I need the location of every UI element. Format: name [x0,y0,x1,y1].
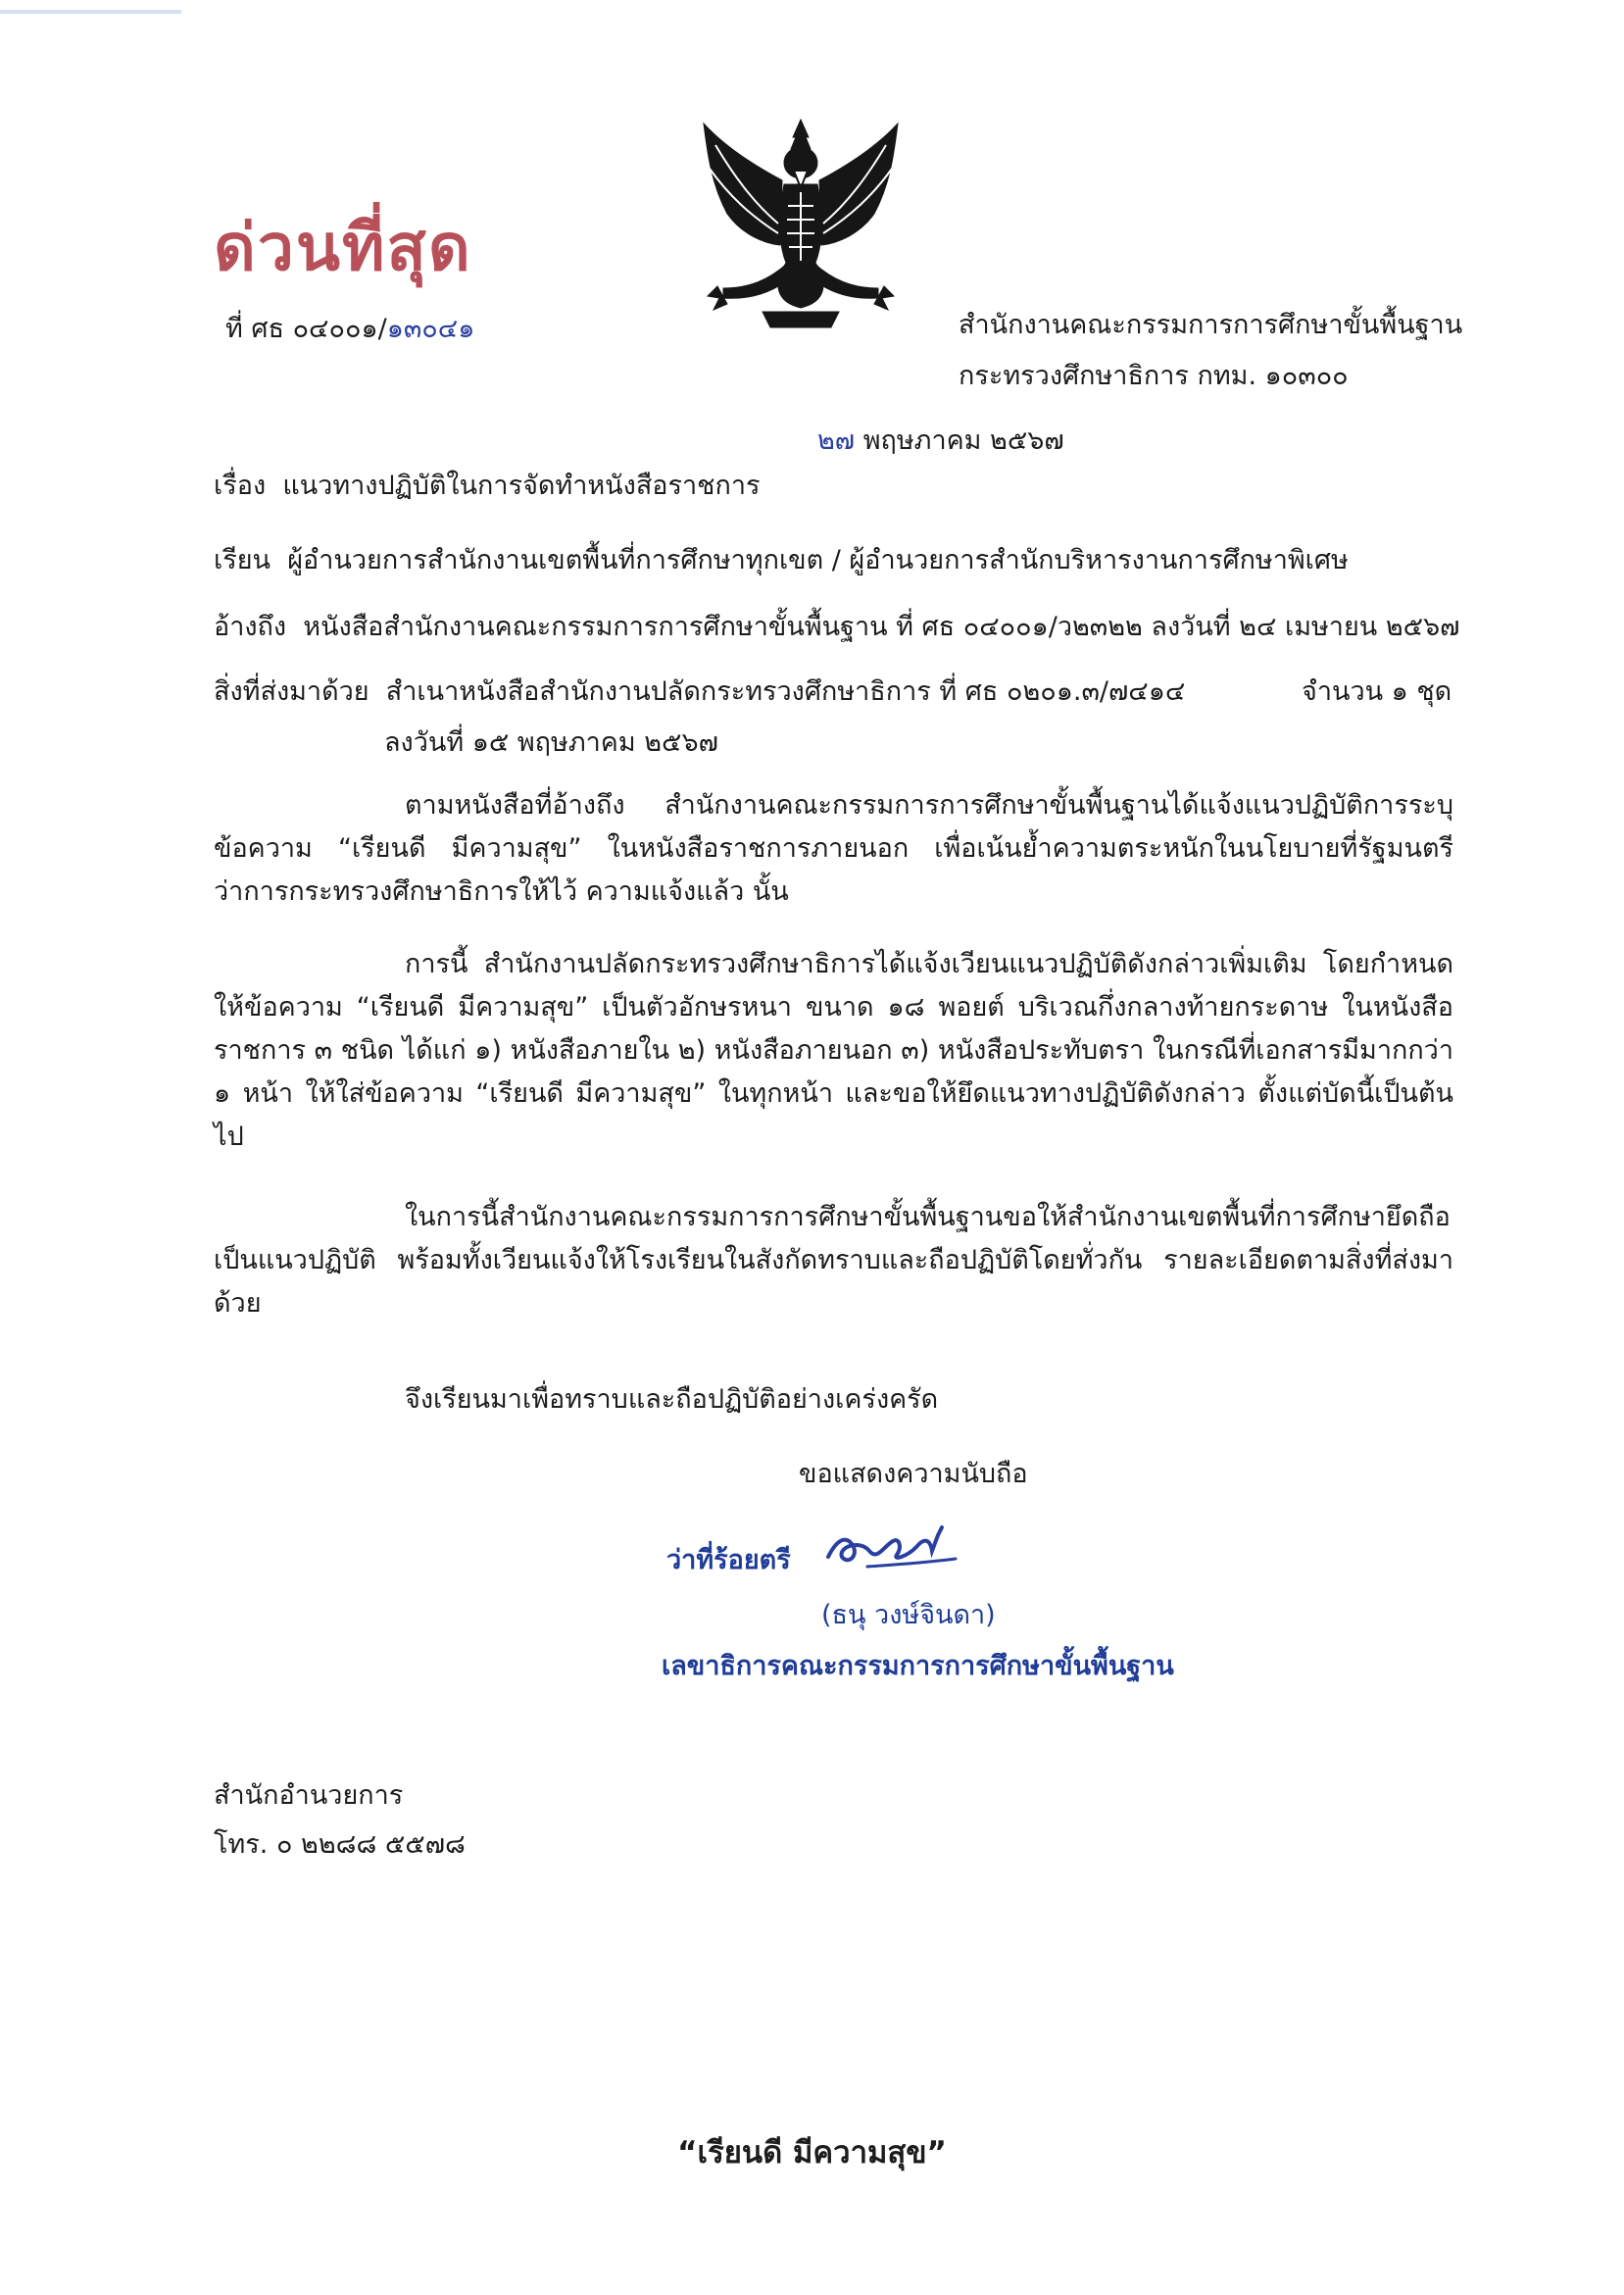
body-paragraph-2 [214,943,1453,1159]
office-address: กระทรวงศึกษาธิการ กทม. ๑๐๓๐๐ [959,361,1349,391]
slogan-footer: “เรียนดี มีความสุข” [677,2135,947,2170]
issuing-unit: สำนักอำนวยการ [214,1780,404,1811]
enclosure-date: ลงวันที่ ๑๕ พฤษภาคม ๒๕๖๗ [384,727,718,758]
document-number-prefix: ที่ ศธ ๐๔๐๐๑/ [225,314,387,344]
letter-date [817,422,1064,461]
document-number [225,310,474,349]
reference-text: หนังสือสำนักงานคณะกรรมการการศึกษาขั้นพื้นฐาน ที่ ศธ ๐๔๐๐๑/ว๒๓๒๒ ลงวันที่ ๒๔ เมษายน ๒๕๖๗ [303,612,1460,642]
body-paragraph-3 [214,1196,1453,1325]
body-paragraph-1-text: ตามหนังสือที่อ้างถึง สำนักงานคณะกรรมการการศึกษาขั้นพื้นฐานได้แจ้งแนวปฏิบัติการระบุข้อความ “เรียนดี มีความสุข” ในหนังสือราชการภายนอก เพื่อเน้นย้ำความตระหนักในนโยบายที่รัฐมนตรีว่าการกระทรวงศึกษาธิการให้ไว้ ความแจ้งแล้ว นั้น [214,790,1453,907]
enclosure-quantity: จำนวน ๑ ชุด [1302,676,1452,707]
date-month-year: พฤษภาคม ๒๕๖๗ [862,425,1064,456]
urgency-stamp: ด่วนที่สุด [214,209,472,285]
recipient-text: ผู้อำนวยการสำนักงานเขตพื้นที่การศึกษาทุกเขต / ผู้อำนวยการสำนักบริหารงานการศึกษาพิเศษ [287,545,1349,575]
subject-line [214,467,761,506]
reference-line [214,608,1460,647]
scan-edge-mark [0,10,181,14]
date-day-handwritten: ๒๗ [817,425,856,456]
office-name: สำนักงานคณะกรรมการการศึกษาขั้นพื้นฐาน [959,310,1463,340]
recipient-label: เรียน [214,545,271,575]
enclosure-label: สิ่งที่ส่งมาด้วย [214,676,369,707]
garuda-emblem-icon [694,116,908,337]
document-number-handwritten: ๑๓๐๔๑ [386,314,475,344]
body-paragraph-3-text: ในการนี้สำนักงานคณะกรรมการการศึกษาขั้นพื้นฐานขอให้สำนักงานเขตพื้นที่การศึกษายึดถือเป็นแนวปฏิบัติ พร้อมทั้งเวียนแจ้งให้โรงเรียนในสังกัดทราบและถือปฏิบัติโดยทั่วกัน รายละเอียดตามสิ่งที่ส่งมาด้วย [214,1202,1453,1319]
enclosure-line [214,673,1185,712]
signatory-name: (ธนุ วงษ์จินดา) [821,1600,996,1630]
subject-label: เรื่อง [214,471,267,501]
recipient-line [214,541,1349,580]
body-paragraph-1 [214,784,1453,914]
closing-sentence: จึงเรียนมาเพื่อทราบและถือปฏิบัติอย่างเคร่งครัด [405,1384,939,1415]
signatory-position: เลขาธิการคณะกรรมการการศึกษาขั้นพื้นฐาน [662,1651,1174,1681]
closing-regards: ขอแสดงความนับถือ [799,1459,1028,1489]
enclosure-text: สำเนาหนังสือสำนักงานปลัดกระทรวงศึกษาธิการ ที่ ศธ ๐๒๐๑.๓/๗๔๑๔ [385,676,1186,707]
subject-text: แนวทางปฏิบัติในการจัดทำหนังสือราชการ [282,471,761,501]
handwritten-signature-icon [809,1518,985,1576]
reference-label: อ้างถึง [214,612,287,642]
contact-phone: โทร. ๐ ๒๒๘๘ ๕๕๗๘ [214,1829,466,1860]
body-paragraph-2-text: การนี้ สำนักงานปลัดกระทรวงศึกษาธิการได้แจ้งเวียนแนวปฏิบัติดังกล่าวเพิ่มเติม โดยกำหนดให้ข้อความ “เรียนดี มีความสุข” เป็นตัวอักษรหนา ขนาด ๑๘ พอยต์ บริเวณกึ่งกลางท้ายกระดาษ ในหนังสือราชการ ๓ ชนิด ได้แก่ ๑) หนังสือภายใน ๒) หนังสือภายนอก ๓) หนังสือประทับตรา ในกรณีที่เอกสารมีมากกว่า ๑ หน้า ให้ใส่ข้อความ “เรียนดี มีความสุข” ในทุกหน้า และขอให้ยึดแนวทางปฏิบัติดังกล่าว ตั้งแต่บัดนี้เป็นต้นไป [214,949,1453,1152]
signatory-rank: ว่าที่ร้อยตรี [666,1545,791,1575]
